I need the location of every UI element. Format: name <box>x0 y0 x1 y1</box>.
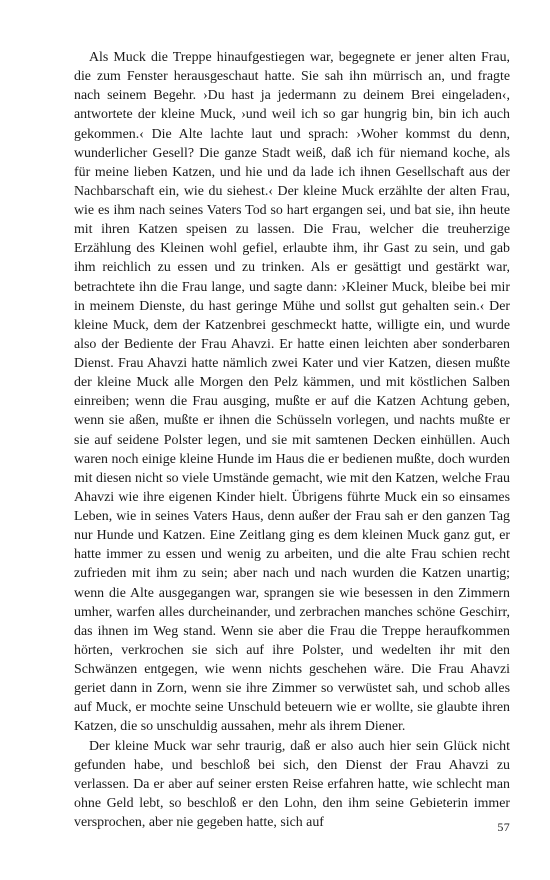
paragraph-2: Der kleine Muck war sehr traurig, daß er also auch hier sein Glück nicht gefunden habe, und beschloß bei sich, den Dienst der Frau Ahavzi zu verlassen. Da er aber auf seiner ersten Reise erfahren hatte, wie schlecht man ohne Geld lebt, so beschloß er den Lohn, den ihm seine Gebieterin immer versprochen, aber nie gegeben hatte, sich auf <box>74 738 510 830</box>
body-text <box>74 48 510 832</box>
page-number: 57 <box>497 820 510 834</box>
paragraph-1: Als Muck die Treppe hinaufgestiegen war, begegnete er jener alten Frau, die zum Fenster herausgeschaut hatte. Sie sah ihn mürrisch an, und fragte nach seinem Begehr. ›Du hast ja jedermann zu deinem Brei eingeladen‹, antwortete der kleine Muck, ›und weil ich so gar hungrig bin, bin ich auch gekommen.‹ Die Alte lachte laut und sprach: ›Woher kommst du denn, wunderlicher Gesell? Die ganze Stadt weiß, daß ich für niemand koche, als für meine lieben Katzen, und hie und da lade ich ihnen Gesellschaft aus der Nachbarschaft ein, wie du siehest.‹ Der kleine Muck erzählte der alten Frau, wie es ihm nach seines Vaters Tod so hart ergangen sei, und bat sie, ihn heute mit ihren Katzen speisen zu lassen. Die Frau, welcher die treuherzige Erzählung des Kleinen wohl gefiel, erlaubte ihm, ihr Gast zu sein, und gab ihm reichlich zu essen und zu trinken. Als er gesättigt und gestärkt war, betrachtete ihn die Frau lange, und sagte dann: ›Kleiner Muck, bleibe bei mir in meinem Dienste, du hast geringe Mühe und sollst gut gehalten sein.‹ Der kleine Muck, dem der Katzenbrei geschmeckt hatte, willigte ein, und wurde also der Bediente der Frau Ahavzi. Er hatte einen leichten aber sonderbaren Dienst. Frau Ahavzi hatte nämlich zwei Kater und vier Katzen, diesen mußte der kleine Muck alle Morgen den Pelz kämmen, und mit köstlichen Salben einreiben; wenn die Frau ausging, mußte er auf die Katzen Achtung geben, wenn sie aßen, mußte er ihnen die Schüsseln vorlegen, und nachts mußte er sie auf seidene Polster legen, und sie mit samtenen Decken einhüllen. Auch waren noch einige kleine Hunde im Haus die er bedienen mußte, doch wurden mit diesen nicht so viele Umstände gemacht, wie mit den Katzen, welche Frau Ahavzi wie ihre eigenen Kinder hielt. Übrigens führte Muck ein so einsames Leben, wie in seines Vaters Haus, denn außer der Frau sah er den ganzen Tag nur Hunde und Katzen. Eine Zeitlang ging es dem kleinen Muck ganz gut, er hatte immer zu essen und wenig zu arbeiten, und die alte Frau schien recht zufrieden mit ihm zu sein; aber nach und nach wurden die Katzen unartig; wenn die Alte ausgegangen war, sprangen sie wie besessen in den Zimmern umher, warfen alles durcheinander, und zerbrachen manches schöne Geschirr, das ihnen im Weg stand. Wenn sie aber die Frau die Treppe heraufkommen hörten, verkrochen sie sich auf ihre Polster, und wedelten ihr mit den Schwänzen entgegen, wie wenn nichts geschehen wäre. Die Frau Ahavzi geriet dann in Zorn, wenn sie ihre Zimmer so verwüstet sah, und schob alles auf Muck, er mochte seine Unschuld beteuern wie er wollte, sie glaubte ihren Katzen, die so unschuldig aussahen, mehr als ihrem Diener. <box>74 50 510 735</box>
